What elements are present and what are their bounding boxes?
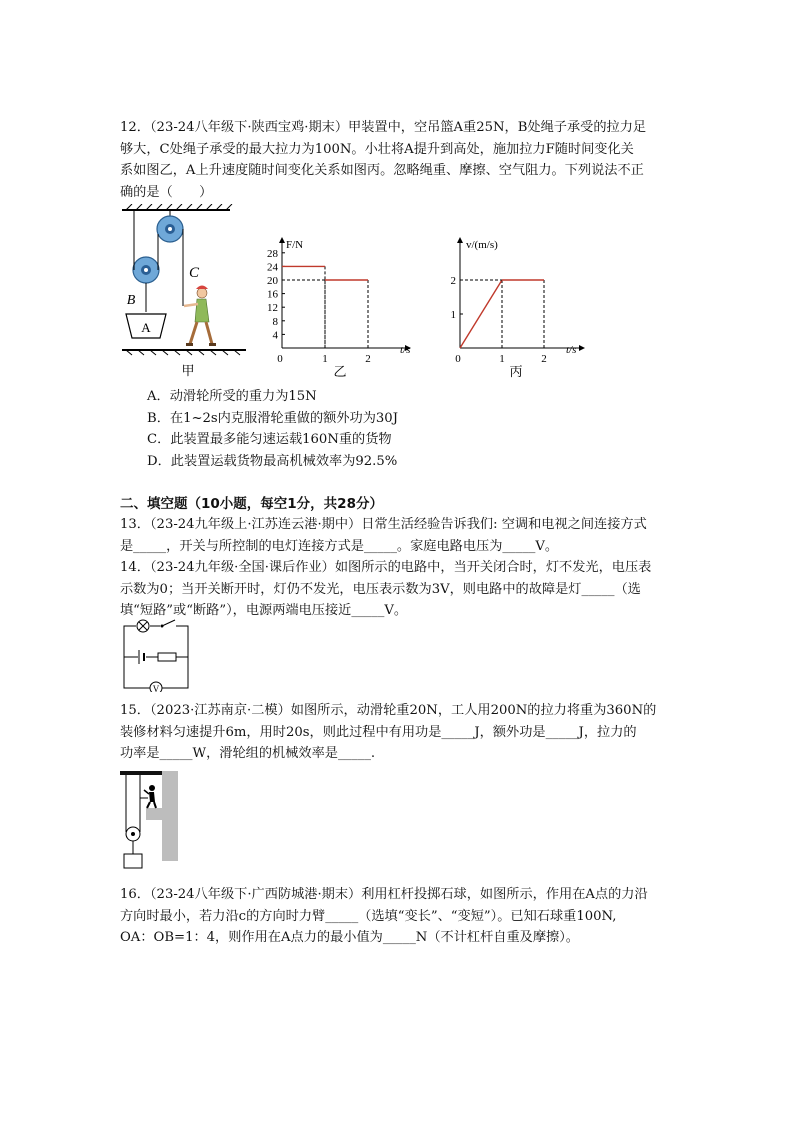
text-line: 15．（2023·江苏南京·二模）如图所示，动滑轮重20N，工人用200N的拉力将重为360N的: [120, 703, 657, 718]
x-tick-label: 0: [277, 353, 283, 365]
y-tick-label: 12: [267, 302, 278, 315]
pulley-apparatus-figure: [118, 204, 253, 380]
x-tick-label: 2: [541, 353, 547, 365]
y-tick-label: 8: [272, 315, 278, 328]
question-12-stem: [120, 117, 680, 203]
option-b[interactable]: B．在1~2s内克服滑轮重做的额外功为30J: [147, 411, 398, 426]
text-line: 填“短路”或“断路”），电源两端电压接近_____V。: [120, 603, 408, 618]
x-tick-label: 1: [322, 353, 328, 365]
text-line: 12．（23-24八年级下·陕西宝鸡·期末）甲装置中，空吊篮A重25N，B处绳子承受的拉力足: [120, 120, 647, 135]
resistor-icon: [158, 653, 176, 661]
caption-jia: 甲: [181, 363, 195, 378]
question-16-stem: [120, 884, 680, 949]
text-line: 14．（23-24九年级·全国·课后作业）如图所示的电路中，当开关闭合时，灯不发光，电压表: [120, 560, 652, 575]
load-box: [124, 854, 142, 868]
y-axis-label: v/(m/s): [466, 239, 498, 251]
y-tick-label: 28: [267, 247, 278, 260]
worker-icon: [144, 785, 156, 808]
label-a: A: [141, 320, 151, 335]
section-heading: 二、填空题（10小题，每空1分，共28分）: [120, 496, 383, 512]
text-line: 够大，C处绳子承受的最大拉力为100N。小壮将A提升到高处，施加拉力F随时间变化关: [120, 141, 634, 157]
text-line: OA：OB=1：4，则作用在A点力的最小值为_____N（不计杠杆自重及摩擦）。: [120, 930, 579, 945]
building-pulley-figure: [118, 768, 184, 876]
circuit-diagram: [118, 618, 194, 692]
question-14-stem: [120, 557, 680, 622]
y-tick-label: 1: [450, 309, 456, 321]
y-tick-label: 4: [272, 329, 278, 342]
y-tick-label: 2: [450, 275, 456, 287]
text-line: 系如图乙，A上升速度随时间变化关系如图丙。忽略绳重、摩擦、空气阻力。下列说法不正: [120, 163, 644, 178]
label-b: B: [126, 293, 136, 308]
option-d[interactable]: D．此装置运载货物最高机械效率为92.5%: [147, 454, 398, 469]
y-axis-label: F/N: [286, 239, 304, 251]
y-tick-label: 16: [267, 288, 278, 301]
x-tick-label: 0: [455, 353, 461, 365]
caption-yi: 乙: [333, 364, 347, 379]
option-a[interactable]: A．动滑轮所受的重力为15N: [147, 389, 317, 404]
text-line: 方向时最小，若力沿c的方向时力臂_____（选填“变长”、“变短”）。已知石球重100N,: [120, 908, 617, 924]
label-c: C: [188, 265, 200, 281]
x-tick-label: 1: [499, 353, 505, 365]
y-tick-label: 24: [267, 261, 278, 274]
text-line: 13．（23-24九年级上·江苏连云港·期中）日常生活经验告诉我们: 空调和电视之间连接方式: [120, 517, 647, 532]
question-15-stem: [120, 700, 680, 765]
velocity-time-chart: [442, 232, 592, 382]
option-c[interactable]: C．此装置最多能匀速运载160N重的货物: [147, 432, 392, 447]
x-axis-label: t/s: [400, 344, 411, 356]
x-axis-label: t/s: [566, 344, 577, 356]
text-line: 确的是（ ）: [120, 184, 213, 200]
series-segment: [460, 280, 502, 348]
caption-bing: 丙: [509, 364, 523, 379]
question-13-stem: [120, 514, 680, 557]
text-line: 功率是_____W，滑轮组的机械效率是_____.: [120, 746, 376, 761]
y-tick-label: 20: [267, 275, 278, 287]
svg-text:V: V: [152, 684, 160, 692]
force-time-chart: [262, 232, 422, 382]
text-line: 示数为0；当开关断开时，灯仍不发光，电压表示数为3V，则电路中的故障是灯_____（选: [120, 581, 641, 597]
text-line: 装修材料匀速提升6m，用时20s，则此过程中有用功是_____J，额外功是_____J，拉力的: [120, 724, 637, 740]
worker-figure: [184, 286, 216, 347]
text-line: 是_____，开关与所控制的电灯连接方式是_____。家庭电路电压为_____V。: [120, 538, 559, 554]
x-tick-label: 2: [365, 353, 371, 365]
text-line: 16．（23-24八年级下·广西防城港·期末）利用杠杆投掷石球，如图所示，作用在A点的力沿: [120, 887, 648, 902]
